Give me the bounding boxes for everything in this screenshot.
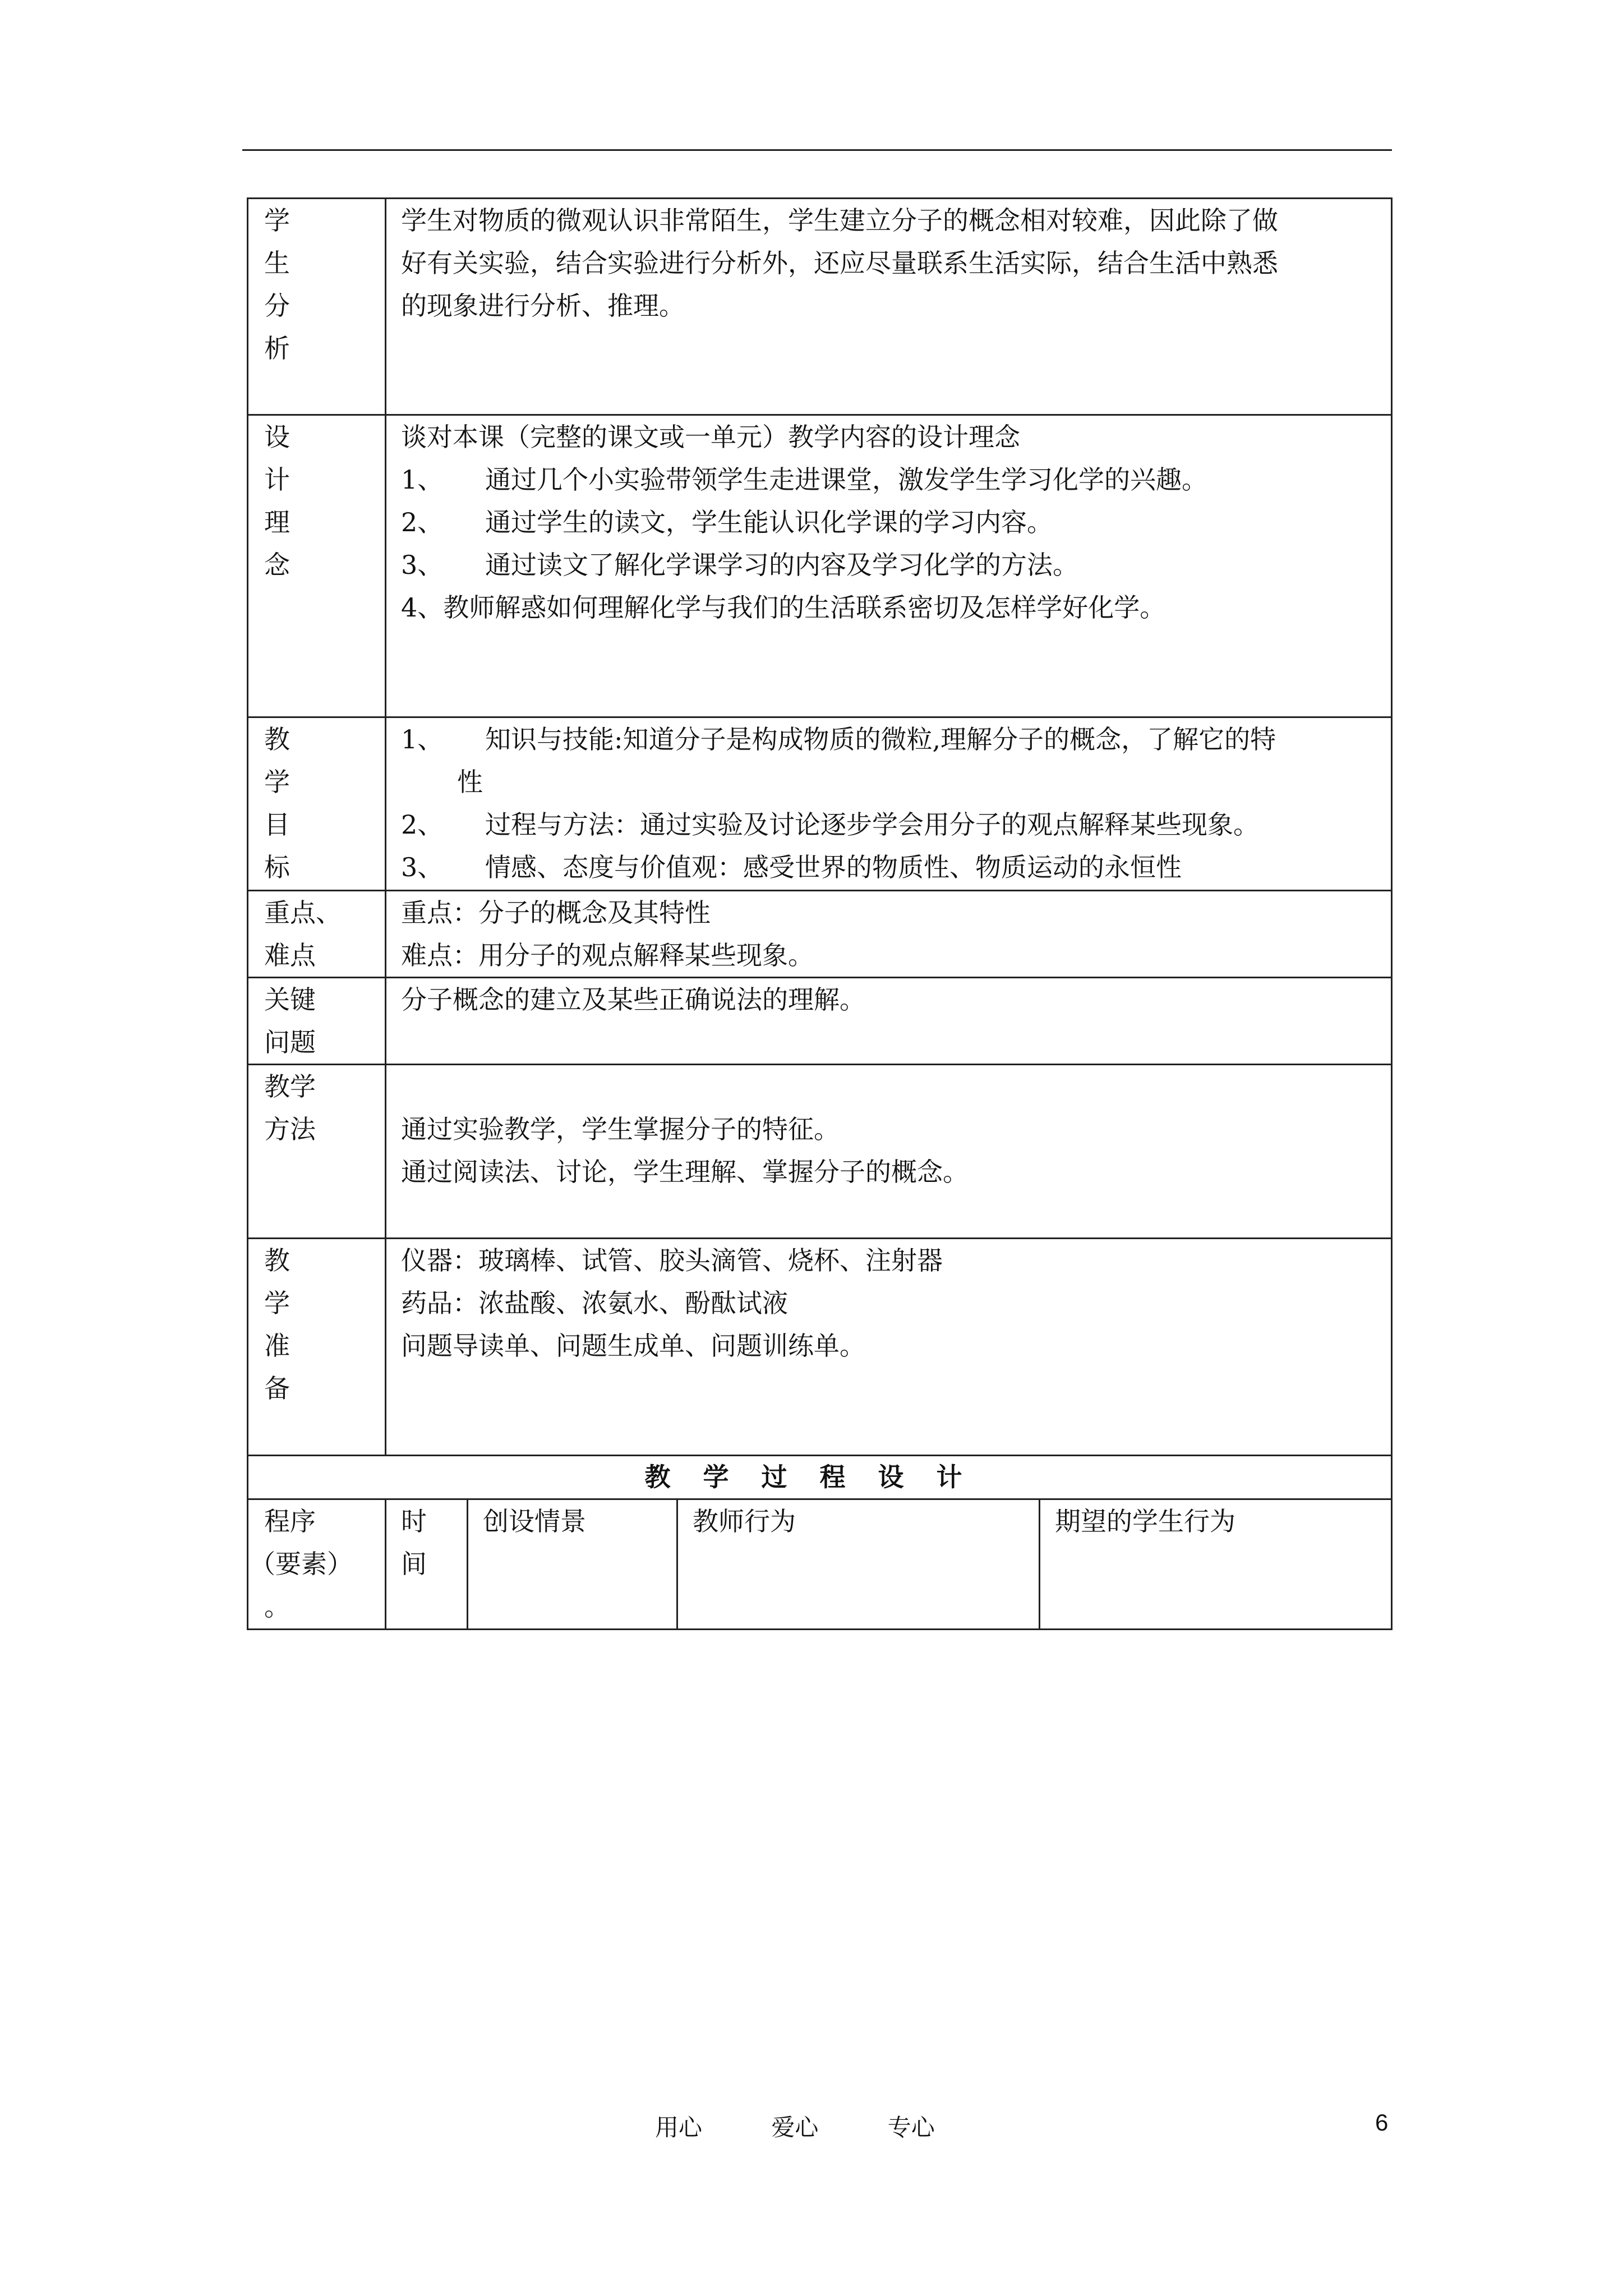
- header-line: 间: [401, 1549, 427, 1579]
- list-text: 通过几个小实验带领学生走进课堂，激发学生学习化学的兴趣。: [485, 464, 1207, 495]
- header-procedure: [248, 1499, 386, 1630]
- header-line: 程序: [264, 1506, 316, 1536]
- label-char: 学: [264, 205, 290, 236]
- list-number: 3、: [401, 852, 444, 882]
- content-line: 通过实验教学，学生掌握分子的特征。: [401, 1114, 840, 1144]
- row-teaching-goals: [248, 717, 1392, 891]
- list-item: [401, 458, 1391, 501]
- content-line: 药品：浓盐酸、浓氨水、酚酞试液: [401, 1288, 788, 1318]
- label-line: 教学: [264, 1071, 316, 1102]
- label-design-concept: [248, 415, 386, 717]
- row-preparation: [248, 1239, 1392, 1456]
- content-line: 好有关实验，结合实验进行分析外，还应尽量联系生活实际，结合生活中熟悉: [401, 248, 1278, 278]
- header-time: [386, 1499, 468, 1630]
- list-text: 通过学生的读文，学生能认识化学课的学习内容。: [485, 507, 1053, 537]
- label-line: 方法: [264, 1114, 316, 1144]
- label-char: 教: [264, 1245, 290, 1276]
- label-preparation: [248, 1239, 386, 1456]
- label-char: 目: [264, 809, 290, 840]
- content-line: 的现象进行分析、推理。: [401, 291, 685, 321]
- header-line: 教师行为: [693, 1506, 796, 1536]
- content-line: 难点：用分子的观点解释某些现象。: [401, 940, 814, 970]
- list-text: 过程与方法：通过实验及讨论逐步学会用分子的观点解释某些现象。: [485, 809, 1259, 840]
- footer-text: 专心: [887, 2114, 935, 2141]
- label-teaching-goals: [248, 717, 386, 891]
- list-number: 3、: [401, 550, 444, 580]
- row-key-points: [248, 891, 1392, 978]
- label-char: 教: [264, 724, 290, 754]
- list-item: [401, 501, 1391, 544]
- content-key-points: [386, 891, 1392, 978]
- list-item: [401, 544, 1391, 586]
- header-line: （要素）: [250, 1549, 353, 1579]
- label-char: 备: [264, 1373, 290, 1404]
- content-line: 4、教师解惑如何理解化学与我们的生活联系密切及怎样学好化学。: [401, 592, 1166, 623]
- label-char: 析: [264, 333, 290, 364]
- label-line: 难点: [264, 940, 316, 970]
- row-process-header: [248, 1499, 1392, 1630]
- content-key-question: [386, 978, 1392, 1065]
- label-line: 重点、: [264, 898, 342, 928]
- header-line: 创设情景: [483, 1506, 586, 1536]
- header-rule: [242, 149, 1392, 151]
- content-line: 问题导读单、问题生成单、问题训练单。: [401, 1331, 865, 1361]
- list-text: 知识与技能:知道分子是构成物质的微粒,理解分子的概念，了解它的特: [485, 724, 1276, 754]
- label-char: 学: [264, 767, 290, 797]
- row-section-title: [248, 1456, 1392, 1499]
- lesson-plan-table: [247, 197, 1393, 1630]
- label-char: 准: [264, 1331, 290, 1361]
- page-number: 6: [1375, 2109, 1389, 2136]
- list-number: 2、: [401, 507, 444, 537]
- content-teaching-method: [386, 1065, 1392, 1239]
- footer-text: 用心: [655, 2114, 703, 2141]
- content-line: 学生对物质的微观认识非常陌生，学生建立分子的概念相对较难，因此除了做: [401, 205, 1278, 236]
- label-student-analysis: [248, 199, 386, 415]
- label-char: 标: [264, 852, 290, 882]
- content-student-analysis: [386, 199, 1392, 415]
- header-scenario: [468, 1499, 677, 1630]
- content-teaching-goals: [386, 717, 1392, 891]
- header-line: 时: [401, 1506, 427, 1536]
- row-key-question: [248, 978, 1392, 1065]
- list-item: [401, 718, 1391, 761]
- list-text-continuation: 性: [457, 767, 483, 797]
- label-teaching-method: [248, 1065, 386, 1239]
- label-char: 学: [264, 1288, 290, 1318]
- content-line: 谈对本课（完整的课文或一单元）教学内容的设计理念: [401, 422, 1020, 452]
- label-key-question: [248, 978, 386, 1065]
- list-text: 情感、态度与价值观：感受世界的物质性、物质运动的永恒性: [485, 852, 1182, 882]
- list-number: 1、: [401, 464, 444, 495]
- list-item: [401, 846, 1391, 889]
- content-line: 重点：分子的概念及其特性: [401, 898, 711, 928]
- label-key-points: [248, 891, 386, 978]
- label-char: 理: [264, 507, 290, 537]
- list-number: 1、: [401, 724, 444, 754]
- content-design-concept: [386, 415, 1392, 717]
- row-teaching-method: [248, 1065, 1392, 1239]
- list-text: 通过读文了解化学课学习的内容及学习化学的方法。: [485, 550, 1078, 580]
- label-char: 设: [264, 422, 290, 452]
- label-char: 念: [264, 550, 290, 580]
- header-teacher-behavior: [677, 1499, 1040, 1630]
- header-line: 。: [264, 1591, 290, 1622]
- content-line: 通过阅读法、讨论，学生理解、掌握分子的概念。: [401, 1157, 969, 1187]
- label-char: 分: [264, 291, 290, 321]
- content-preparation: [386, 1239, 1392, 1456]
- footer: [655, 2109, 997, 2143]
- label-line: 问题: [264, 1027, 316, 1057]
- content-line: 分子概念的建立及某些正确说法的理解。: [401, 984, 865, 1015]
- row-student-analysis: [248, 199, 1392, 415]
- header-line: 期望的学生行为: [1055, 1506, 1235, 1536]
- list-number: 2、: [401, 809, 444, 840]
- label-line: 关键: [264, 984, 316, 1015]
- row-design-concept: [248, 415, 1392, 717]
- list-item: [401, 803, 1391, 846]
- content-line: 仪器：玻璃棒、试管、胶头滴管、烧杯、注射器: [401, 1245, 943, 1276]
- footer-text: 爱心: [771, 2114, 819, 2141]
- section-title: 教学过程设计: [248, 1456, 1392, 1499]
- label-char: 计: [264, 464, 290, 495]
- header-student-behavior: [1040, 1499, 1392, 1630]
- label-char: 生: [264, 248, 290, 278]
